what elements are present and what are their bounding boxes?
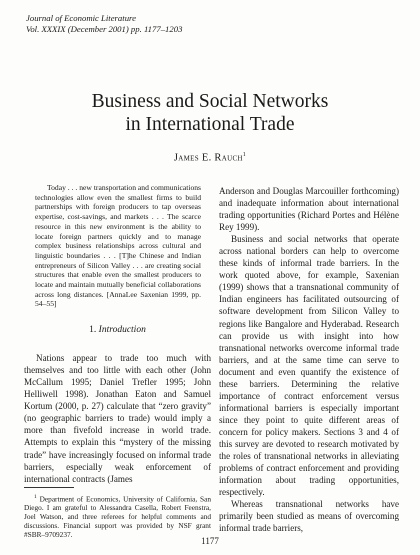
author-name: James E. Rauch — [173, 152, 243, 164]
section-heading — [24, 325, 211, 335]
section-number: 1. — [89, 325, 97, 336]
body-paragraph: Whereas transnational networks have primarily been studied as means of overcoming informal trade barriers, — [219, 499, 399, 534]
footnote-text: Department of Economics, University of California, San Diego. I am grateful to Alessandra Casella, Robert Feenstra, Joel Watson, and three referees for helpful comments and discussions. Financial support was provided by NSF grant #SBR–9709237. — [24, 494, 212, 539]
article-title — [0, 90, 420, 136]
footnote-rule — [24, 487, 74, 488]
journal-volume-pages: Vol. XXXIX (December 2001) pp. 1177–1203 — [26, 23, 183, 34]
right-column — [219, 185, 399, 534]
author-line — [0, 152, 420, 164]
body-paragraph-continued: Anderson and Douglas Marcouiller forthcoming) and inadequate information about international trading opportunities (Richard Portes and Hélène Rey 1999). — [219, 186, 399, 233]
footnote — [24, 493, 211, 539]
author-footnote-mark: 1 — [242, 152, 247, 158]
footnote-mark: 1 — [34, 494, 37, 500]
body-paragraph: Business and social networks that operate across national borders can help to overcome these kinds of informal trade barriers. In the work quoted above, for example, Saxenian (1999) shows that a transnational community of Indian engineers has facilitated outsourcing of software development from Silicon Valley to regions like Bangalore and Hyderabad. Research can provide us with insight into how transnational networks overcome informal trade barriers, and at the same time can serve to document and even quantify the existence of these barriers. Determining the relative importance of contract enforcement versus informational barriers is especially important since they point to quite different areas of concern for policy makers. Sections 3 and 4 of this survey are devoted to research motivated by the roles of transnational networks in alleviating problems of contract enforcement and providing information about trading opportunities, respectively. — [219, 234, 399, 498]
left-column — [24, 183, 211, 485]
body-paragraph: Nations appear to trade too much with themselves and too little with each other (John McCallum 1995; Daniel Trefler 1995; John Helliwell 1998). Jonathan Eaton and Samuel Kortum (2000, p. 27) calculate that “zero gravity” (no geographic barriers to trade) would imply a more than fivefold increase in world trade. Attempts to explain this “mystery of the missing trade” have increasingly focused on informal trade barriers, especially weak enforcement of international contracts (James — [24, 353, 211, 484]
epigraph-quote: Today . . . new transportation and communications technologies allow even the smallest firms to build partnerships with foreign producers to tap overseas expertise, cost-savings, and markets . . . The scarce resource in this new environment is the ability to locate foreign partners quickly and to manage complex business relationships across cultural and linguistic boundaries . . . [T]he Chinese and Indian entrepreneurs of Silicon Valley . . . are creating social structures that enable even the smallest producers to locate and maintain mutually beneficial collaborations across long distances. [AnnaLee Saxenian 1999, pp. 54–55] — [35, 183, 201, 309]
section-title: Introduction — [98, 325, 146, 336]
journal-name: Journal of Economic Literature — [26, 13, 136, 23]
article-title-line-1: Business and Social Networks — [91, 91, 329, 112]
journal-citation — [26, 13, 182, 34]
article-title-line-2: in International Trade — [125, 114, 295, 135]
page-number: 1177 — [201, 536, 219, 546]
